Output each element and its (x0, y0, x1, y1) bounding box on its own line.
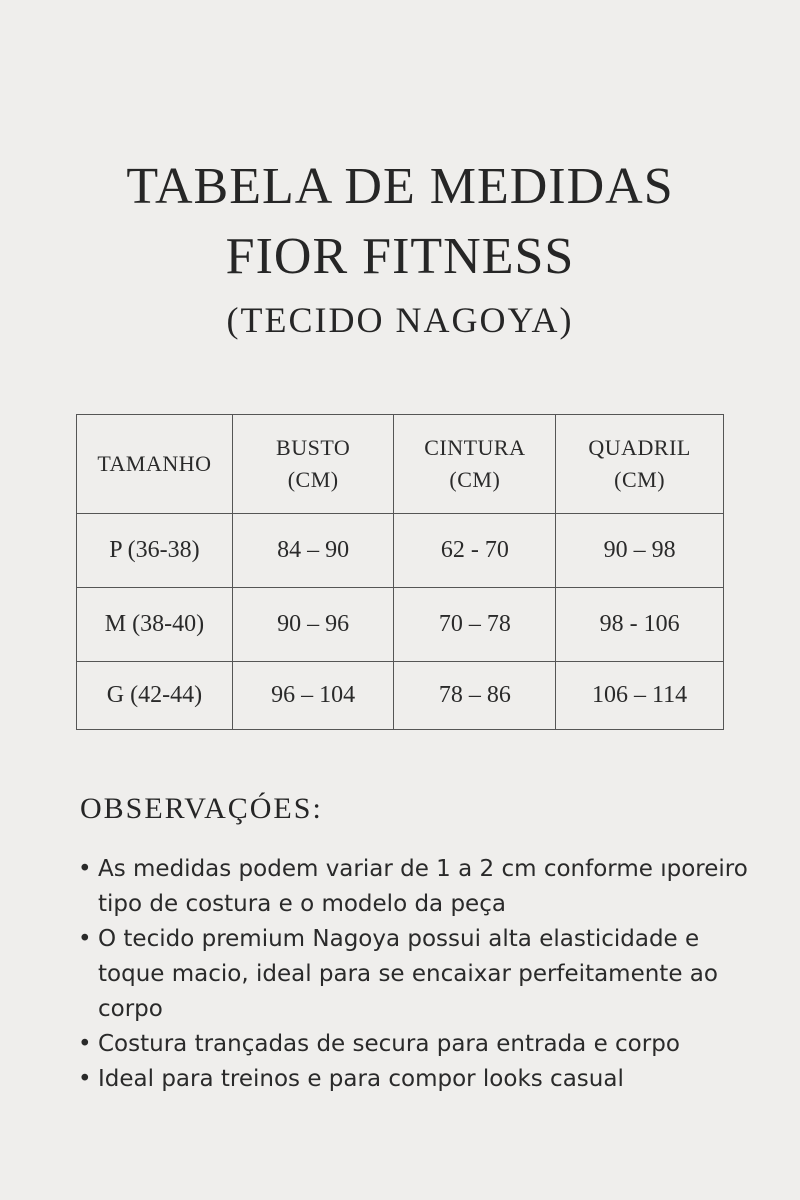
cell-busto: 96 – 104 (232, 662, 394, 730)
list-item (78, 1027, 748, 1062)
cell-cintura: 70 – 78 (394, 588, 556, 662)
header-unit: (CM) (614, 467, 666, 492)
list-item (78, 922, 748, 1027)
cell-size: G (42-44) (77, 662, 233, 730)
cell-cintura: 78 – 86 (394, 662, 556, 730)
bullet-icon: • (78, 856, 92, 882)
list-item-text: As medidas podem variar de 1 a 2 cm conforme ıporeiro tipo de costura e o modelo da peça (98, 856, 748, 917)
table-header-row (77, 415, 724, 514)
header-label: BUSTO (276, 435, 351, 460)
page-subtitle: (TECIDO NAGOYA) (226, 300, 574, 340)
title-block (0, 152, 800, 348)
table-row (77, 588, 724, 662)
header-cintura (394, 415, 556, 514)
table-row (77, 662, 724, 730)
header-tamanho (77, 415, 233, 514)
cell-size: P (36-38) (77, 514, 233, 588)
cell-quadril: 90 – 98 (556, 514, 724, 588)
header-label: CINTURA (424, 435, 526, 460)
bullet-icon: • (78, 1031, 92, 1057)
header-label: TAMANHO (97, 451, 212, 476)
list-item (78, 852, 748, 922)
cell-busto: 90 – 96 (232, 588, 394, 662)
cell-cintura: 62 - 70 (394, 514, 556, 588)
page-title-line-2: FIOR FITNESS (225, 228, 575, 285)
size-table (76, 414, 724, 730)
header-quadril (556, 415, 724, 514)
cell-busto: 84 – 90 (232, 514, 394, 588)
header-unit: (CM) (449, 467, 501, 492)
list-item-text: Ideal para treinos e para compor looks casual (98, 1066, 624, 1092)
list-item (78, 1062, 748, 1097)
cell-quadril: 98 - 106 (556, 588, 724, 662)
cell-size: M (38-40) (77, 588, 233, 662)
list-item-text: Costura trançadas de secura para entrada e corpo (98, 1031, 680, 1057)
header-unit: (CM) (287, 467, 339, 492)
observations-title: OBSERVAÇÓES: (80, 792, 323, 825)
observations-list (78, 852, 748, 1097)
list-item-text: O tecido premium Nagoya possui alta elasticidade e toque macio, ideal para se encaixar perfeitamente ao corpo (98, 926, 718, 1022)
bullet-icon: • (78, 1066, 92, 1092)
header-label: QUADRIL (588, 435, 691, 460)
cell-quadril: 106 – 114 (556, 662, 724, 730)
bullet-icon: • (78, 926, 92, 952)
header-busto (232, 415, 394, 514)
table-row (77, 514, 724, 588)
page-title-line-1: TABELA DE MEDIDAS (126, 158, 674, 215)
